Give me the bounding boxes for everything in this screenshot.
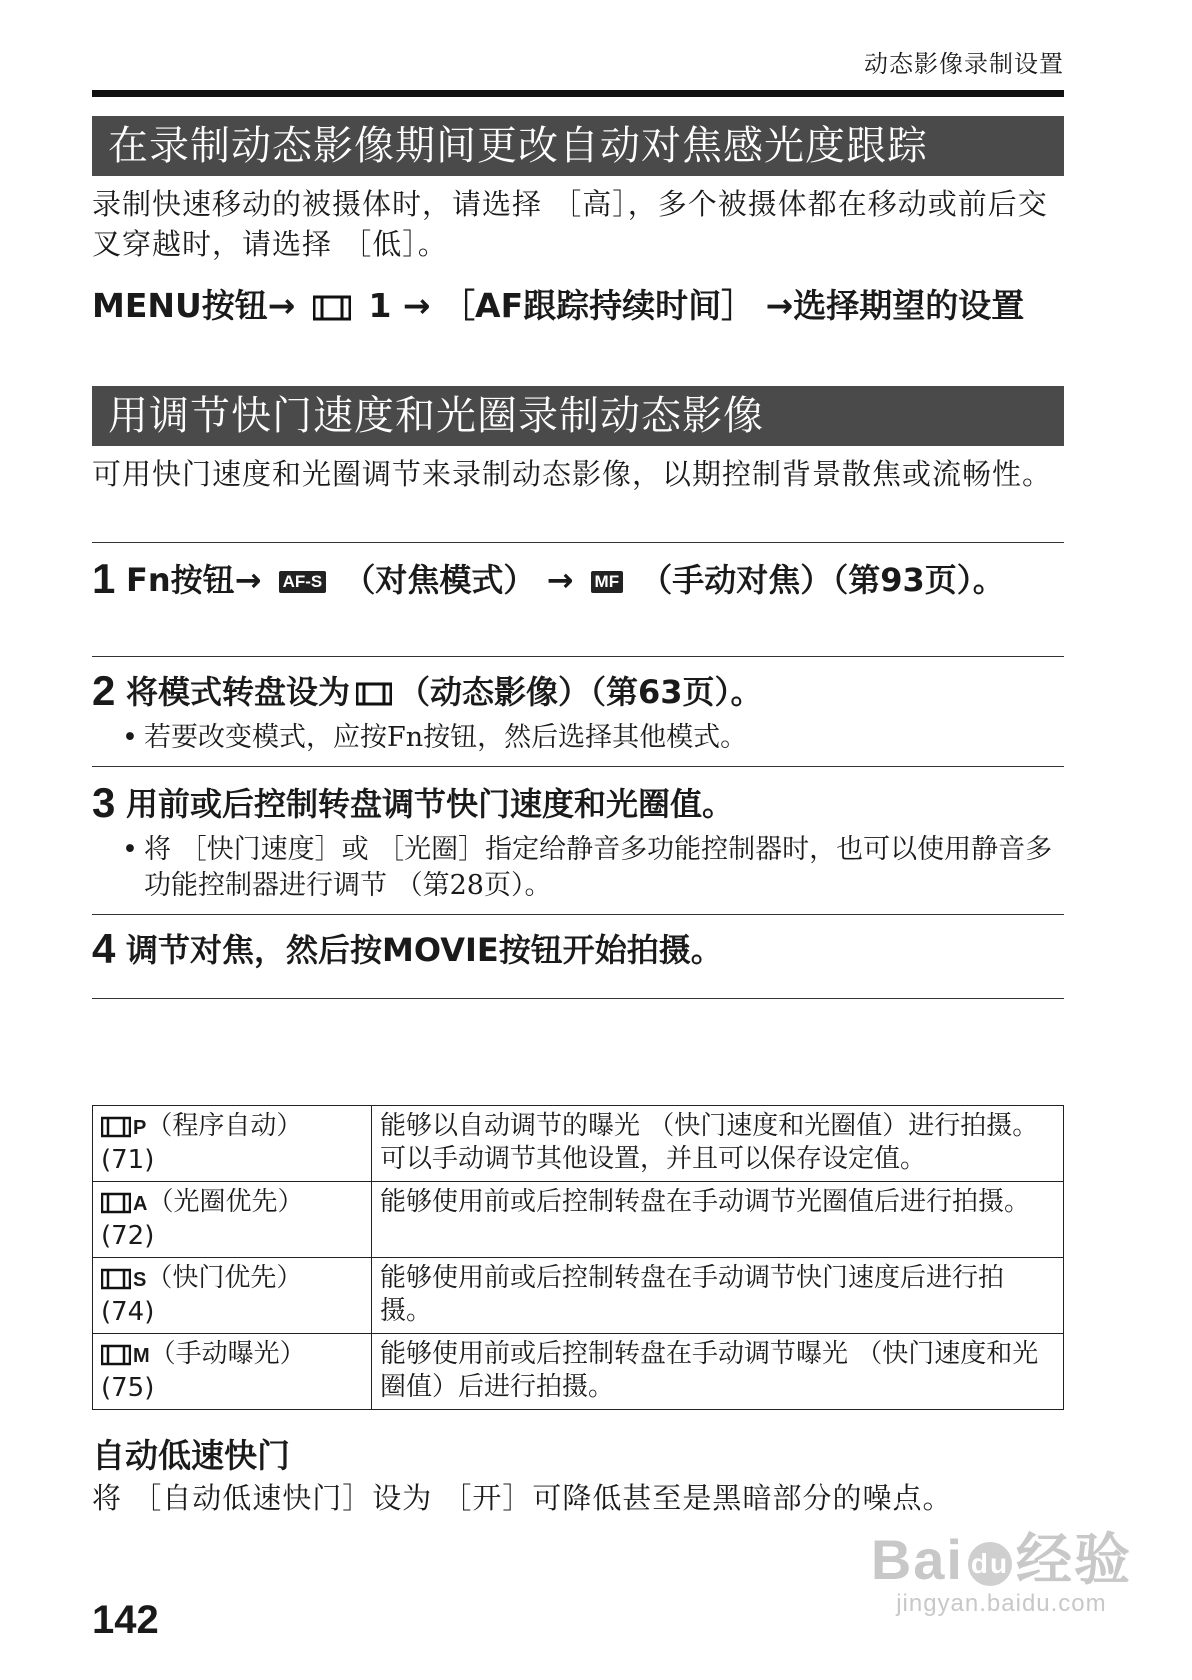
divider <box>92 914 1064 915</box>
section-body-af-tracking: 录制快速移动的被摄体时，请选择 ［高］，多个被摄体都在移动或前后交叉穿越时，请选择 ［低］。 <box>92 187 1048 261</box>
table-row <box>93 1334 1064 1410</box>
step-3-note: • 将 ［快门速度］或 ［光圈］指定给静音多功能控制器时，也可以使用静音多功能控制器进行调节 （第28页）。 <box>122 832 1062 904</box>
step-number: 1 <box>92 555 116 602</box>
watermark-logo-a: Bai <box>870 1528 964 1591</box>
mode-name: （光圈优先） <box>147 1187 304 1217</box>
movie-menu-icon <box>313 294 351 322</box>
menu-path-prefix: MENU按钮→ <box>92 286 296 325</box>
step-text <box>126 558 1056 602</box>
step-2-part2: （动态影像）（第63页）。 <box>398 673 763 711</box>
mode-description: 能够使用前或后控制转盘在手动调节快门速度后进行拍摄。 <box>372 1258 1064 1334</box>
header-rule <box>92 90 1064 97</box>
divider <box>92 998 1064 999</box>
step-number: 3 <box>92 779 116 826</box>
exposure-modes-table <box>92 1105 1064 1410</box>
menu-path-number: 1 <box>368 286 392 325</box>
mode-letter: P <box>133 1117 147 1139</box>
mf-icon: MF <box>591 571 624 593</box>
watermark-url: jingyan.baidu.com <box>896 1590 1107 1617</box>
mode-letter: M <box>133 1345 150 1367</box>
step-1-part1: Fn按钮→ <box>126 561 262 599</box>
mode-name: （程序自动） <box>146 1111 303 1141</box>
mode-page: (71) <box>101 1145 155 1175</box>
movie-mode-icon <box>101 1192 131 1214</box>
movie-mode-icon <box>101 1344 131 1366</box>
auto-slow-shutter-body: 将 ［自动低速快门］设为 ［开］可降低甚至是黑暗部分的噪点。 <box>92 1481 953 1515</box>
mode-cell <box>93 1106 372 1182</box>
table-row <box>93 1106 1064 1182</box>
step-1-part2: （对焦模式） → <box>343 561 574 599</box>
page-number: 142 <box>92 1598 159 1642</box>
divider <box>92 656 1064 657</box>
step-2-part1: 将模式转盘设为 <box>126 673 351 711</box>
movie-mode-icon <box>101 1268 131 1290</box>
mode-page: (72) <box>101 1221 155 1251</box>
mode-letter: A <box>133 1193 148 1215</box>
step-text: 调节对焦，然后按MOVIE按钮开始拍摄。 <box>126 931 723 969</box>
divider <box>92 542 1064 543</box>
step-text <box>126 670 1056 714</box>
step-1-part3: （手动对焦）（第93页）。 <box>640 561 1005 599</box>
mode-description: 能够使用前或后控制转盘在手动调节曝光 （快门速度和光圈值）后进行拍摄。 <box>372 1334 1064 1410</box>
section-title-af-tracking: 在录制动态影像期间更改自动对焦感光度跟踪 <box>92 116 1064 176</box>
mode-name: （快门优先） <box>146 1263 303 1293</box>
mode-description: 能够以自动调节的曝光 （快门速度和光圈值）进行拍摄。可以手动调节其他设置，并且可以保存设定值。 <box>372 1106 1064 1182</box>
paw-icon: du <box>968 1542 1012 1586</box>
af-s-icon: AF-S <box>279 571 327 593</box>
mode-name: （手动曝光） <box>149 1339 306 1369</box>
auto-slow-shutter-title: 自动低速快门 <box>92 1436 290 1475</box>
step-2-note: • 若要改变模式，应按Fn按钮，然后选择其他模式。 <box>122 720 1062 756</box>
menu-path-suffix: → ［AF跟踪持续时间］ →选择期望的设置 <box>402 286 1025 325</box>
mode-page: (75) <box>101 1373 155 1403</box>
movie-mode-icon <box>101 1116 131 1138</box>
mode-page: (74) <box>101 1297 155 1327</box>
menu-path <box>92 284 1064 328</box>
step-number: 2 <box>92 667 116 714</box>
table-row <box>93 1182 1064 1258</box>
mode-letter: S <box>133 1269 147 1291</box>
step-number: 4 <box>92 925 116 972</box>
mode-cell <box>93 1334 372 1410</box>
section-body-shutter-aperture: 可用快门速度和光圈调节来录制动态影像，以期控制背景散焦或流畅性。 <box>92 457 1053 491</box>
movie-mode-icon <box>356 681 392 707</box>
mode-description: 能够使用前或后控制转盘在手动调节光圈值后进行拍摄。 <box>372 1182 1064 1258</box>
mode-cell <box>93 1258 372 1334</box>
step-text: 用前或后控制转盘调节快门速度和光圈值。 <box>126 785 735 823</box>
watermark-logo <box>871 1530 1132 1590</box>
watermark-logo-c: 经验 <box>1016 1528 1132 1591</box>
baidu-watermark <box>871 1530 1132 1618</box>
table-row <box>93 1258 1064 1334</box>
mode-cell <box>93 1182 372 1258</box>
running-header: 动态影像录制设置 <box>864 50 1064 78</box>
divider <box>92 766 1064 767</box>
section-title-shutter-aperture: 用调节快门速度和光圈录制动态影像 <box>92 386 1064 446</box>
